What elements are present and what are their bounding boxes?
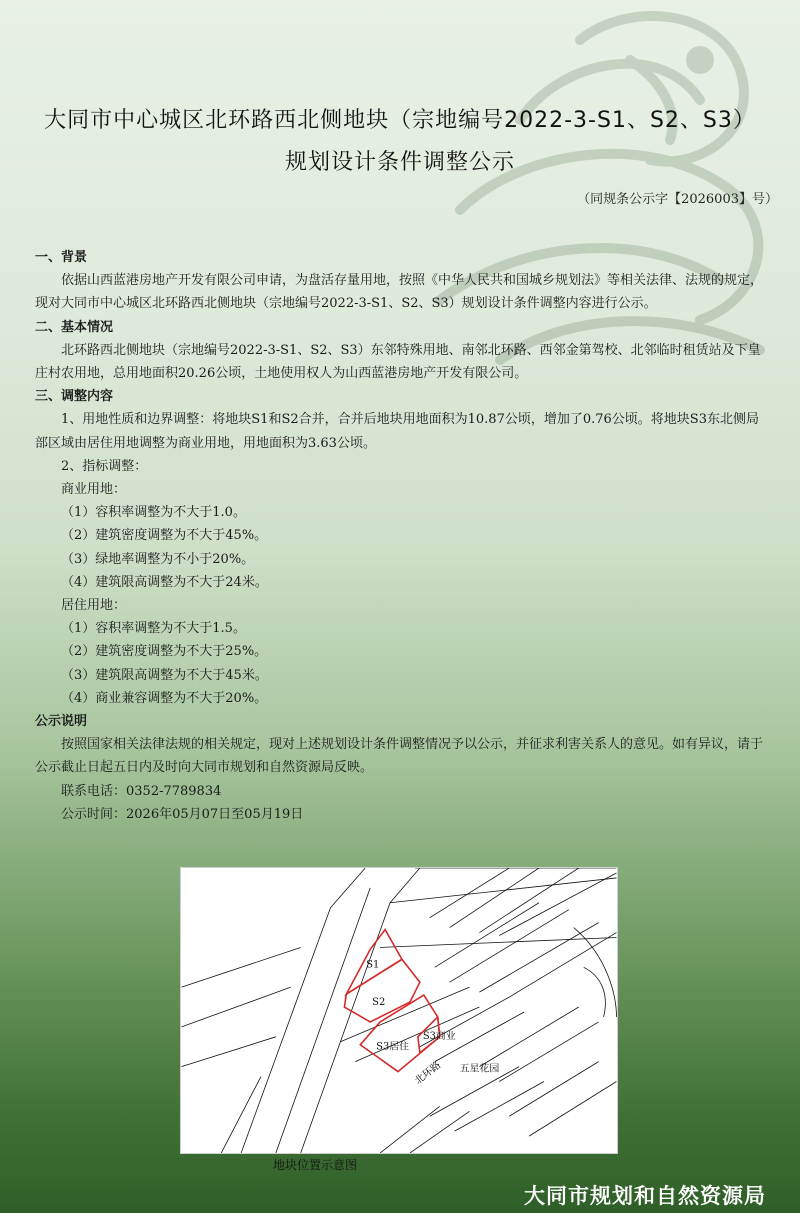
- contact-phone: 联系电话：0352-7789834: [61, 783, 222, 799]
- notice-paragraph: 按照国家相关法律法规的相关规定，现对上述规划设计条件调整情况予以公示，并征求利害关系人的意见。如有异议，请于公示截止日起五日内及时向大同市规划和自然资源局反映。: [35, 737, 764, 776]
- map-label-s3-commercial: S3商业: [422, 1030, 456, 1042]
- commercial-item: （2）建筑密度调整为不大于45%。: [61, 528, 268, 544]
- page-title: 大同市中心城区北环路西北侧地块（宗地编号2022-3-S1、S2、S3）: [44, 108, 756, 133]
- map-label-wuxing: 五星花园: [459, 1063, 500, 1075]
- location-map-drawing: [181, 868, 617, 1153]
- residential-item: （1）容积率调整为不大于1.5。: [61, 621, 246, 637]
- commercial-item: （3）绿地率调整为不小于20%。: [61, 551, 255, 567]
- notice-period: 公示时间：2026年05月07日至05月19日: [61, 806, 304, 822]
- page-subtitle: 规划设计条件调整公示: [284, 150, 515, 175]
- section-heading-notice: 公示说明: [35, 714, 88, 730]
- issuing-authority: 大同市规划和自然资源局: [524, 1183, 766, 1208]
- residential-label: 居住用地：: [61, 598, 127, 614]
- background-paragraph: 依据山西蓝港房地产开发有限公司申请，为盘活存量用地，按照《中华人民共和国城乡规划法》等相关法律、法规的规定，现对大同市中心城区北环路西北侧地块（宗地编号2022-3-S1、S2、S3）规划设计条件调整内容进行公示。: [35, 273, 764, 312]
- commercial-item: （1）容积率调整为不大于1.0。: [61, 505, 246, 521]
- notice-body: [35, 246, 770, 826]
- residential-item: （2）建筑密度调整为不大于25%。: [61, 644, 268, 660]
- map-label-s2: S2: [372, 997, 386, 1009]
- section-heading-adjust: 三、调整内容: [35, 389, 114, 405]
- adjust-paragraph-2: 2、指标调整：: [61, 458, 148, 474]
- map-label-s3-residential: S3居住: [376, 1041, 410, 1053]
- document-number: （同规条公示字【2026003】号）: [577, 192, 778, 207]
- residential-item: （4）商业兼容调整为不大于20%。: [61, 690, 268, 706]
- adjust-paragraph-1: 1、用地性质和边界调整：将地块S1和S2合并，合并后地块用地面积为10.87公顷，增加了0.76公顷。将地块S3东北侧局部区域由居住用地调整为商业用地，用地面积为3.63公顷。: [35, 412, 759, 451]
- section-heading-basic: 二、基本情况: [35, 319, 114, 335]
- map-label-road: 北环路: [412, 1059, 444, 1087]
- map-label-s1: S1: [366, 959, 380, 971]
- basic-paragraph: 北环路西北侧地块（宗地编号2022-3-S1、S2、S3）东邻特殊用地、南邻北环路、西邻金第驾校、北邻临时租赁站及下皇庄村农用地，总用地面积20.26公顷，土地使用权人为山西蓝港房地产开发有限公司。: [35, 342, 761, 382]
- commercial-label: 商业用地：: [61, 482, 127, 498]
- location-map: [180, 867, 618, 1154]
- map-caption: 地块位置示意图: [272, 1158, 357, 1172]
- residential-item: （3）建筑限高调整为不大于45米。: [61, 667, 268, 683]
- commercial-item: （4）建筑限高调整为不大于24米。: [61, 574, 268, 590]
- section-heading-background: 一、背景: [35, 250, 88, 265]
